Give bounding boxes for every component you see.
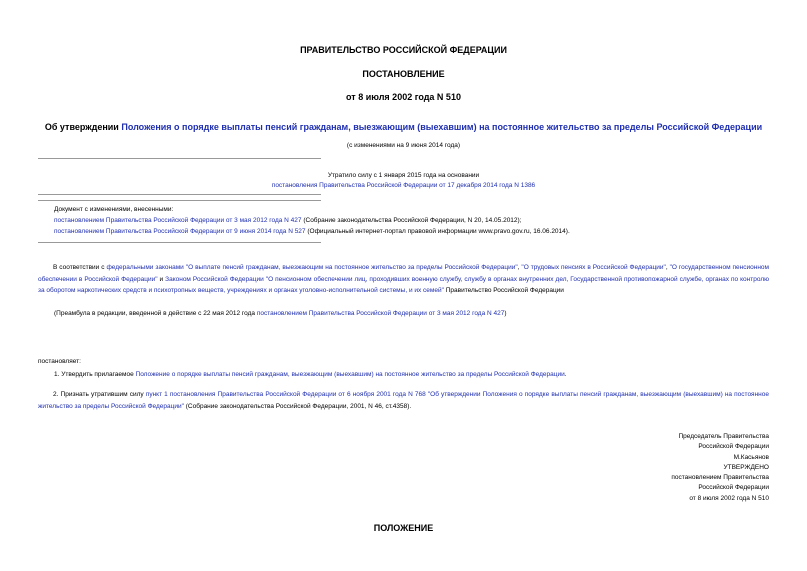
preamble-text: ,	[665, 264, 670, 271]
changes-item-text: (Официальный интернет-портал правовой информации www.pravo.gov.ru, 16.06.2014).	[305, 228, 570, 235]
divider	[38, 158, 321, 159]
divider	[38, 200, 321, 201]
state-pensions-law-link[interactable]: "О государственном пенсионном обеспечении в Российской Федерации"	[38, 264, 769, 283]
approved-line: УТВЕРЖДЕНО	[723, 463, 769, 471]
preamble-text: и	[157, 275, 166, 283]
preamble-text: В соответствии с	[53, 264, 107, 271]
item-1	[54, 369, 567, 380]
divider	[38, 194, 321, 195]
item-2-text: 2. Признать утратившим силу	[53, 391, 146, 398]
preamble-text: ,	[517, 264, 522, 271]
document-date-heading: от 8 июля 2002 года N 510	[346, 92, 461, 102]
resolves-label: постановляет:	[38, 358, 81, 365]
preamble-note-link[interactable]: постановлением Правительства Российской Федерации от 3 мая 2012 года N 427	[256, 310, 505, 317]
item-1-text: 1. Утвердить прилагаемое	[54, 371, 136, 378]
expired-link[interactable]: постановления Правительства Российской Федерации от 17 декабря 2014 года N 1386	[271, 182, 536, 189]
document-title	[0, 122, 807, 132]
preamble-text: Правительство Российской Федерации	[443, 287, 564, 294]
preamble-note-text: (Преамбула в редакции, введенной в действие с 22 мая 2012 года	[54, 310, 257, 317]
expired-link-line	[0, 180, 807, 191]
title-prefix: Об утверждении	[44, 122, 122, 132]
regulation-heading: ПОЛОЖЕНИЕ	[373, 523, 434, 533]
federal-laws-link[interactable]: федеральными законами "О выплате пенсий гражданам, выезжающим на постоянное жительство за пределы Российской Федерации"	[106, 264, 518, 271]
item-2-link[interactable]: пункт 1 постановления Правительства Российской Федерации от 6 ноября 2001 года N 768 "Об утверждении Положения о порядке выплаты пенсий гражданам, выезжающим (выехавшим) на постоянное жительство за пределы Российской Федерации"	[38, 391, 769, 410]
changes-item	[54, 226, 570, 237]
approved-line: постановлением Правительства	[671, 474, 769, 482]
item-2	[38, 389, 769, 412]
signature-block	[671, 432, 769, 504]
changes-item-link[interactable]: постановлением Правительства Российской Федерации от 3 мая 2012 года N 427	[54, 217, 302, 224]
document-type-heading: ПОСТАНОВЛЕНИЕ	[362, 69, 445, 79]
changes-item-text: (Собрание законодательства Российской Федерации, N 20, 14.05.2012);	[301, 217, 522, 224]
title-link[interactable]: Положения о порядке выплаты пенсий гражданам, выезжающим (выехавшим) на постоянное жительство за пределы Российской Федерации	[121, 122, 763, 132]
signature-line: Российской Федерации	[698, 443, 769, 451]
item-1-text: .	[564, 371, 567, 378]
government-heading: ПРАВИТЕЛЬСТВО РОССИЙСКОЙ ФЕДЕРАЦИИ	[300, 45, 507, 55]
preamble-paragraph	[38, 262, 769, 297]
labor-pensions-law-link[interactable]: "О трудовых пенсиях в Российской Федерации"	[521, 264, 666, 271]
divider	[38, 242, 321, 243]
changes-item	[54, 215, 522, 226]
changes-heading: Документ с изменениями, внесенными:	[54, 206, 174, 213]
military-pensions-law-link[interactable]: Законом Российской Федерации "О пенсионном обеспечении лиц, проходивших военную службу, службу в органах внутренних дел, Государственной противопожарной службе, органах по контролю за оборотом наркотических средств и психотропных веществ, учреждениях и органах уголовно-исполнительной системы, и их семей"	[38, 275, 769, 294]
changes-item-link[interactable]: постановлением Правительства Российской Федерации от 9 июня 2014 года N 527	[54, 228, 306, 235]
approved-line: от 8 июля 2002 года N 510	[689, 494, 769, 502]
item-1-link[interactable]: Положение о порядке выплаты пенсий гражданам, выезжающим (выехавшим) на постоянное жительство за пределы Российской Федерации	[135, 371, 565, 378]
approved-line: Российской Федерации	[698, 484, 769, 492]
amendments-note: (с изменениями на 9 июня 2014 года)	[346, 142, 461, 149]
item-2-text: (Собрание законодательства Российской Федерации, 2001, N 46, ст.4358).	[183, 402, 412, 410]
signature-line: Председатель Правительства	[678, 433, 769, 440]
signature-line: М.Касьянов	[733, 453, 769, 461]
preamble-note	[54, 308, 507, 319]
preamble-note-text: )	[504, 310, 507, 317]
expired-note: Утратило силу с 1 января 2015 года на основании	[327, 172, 480, 179]
